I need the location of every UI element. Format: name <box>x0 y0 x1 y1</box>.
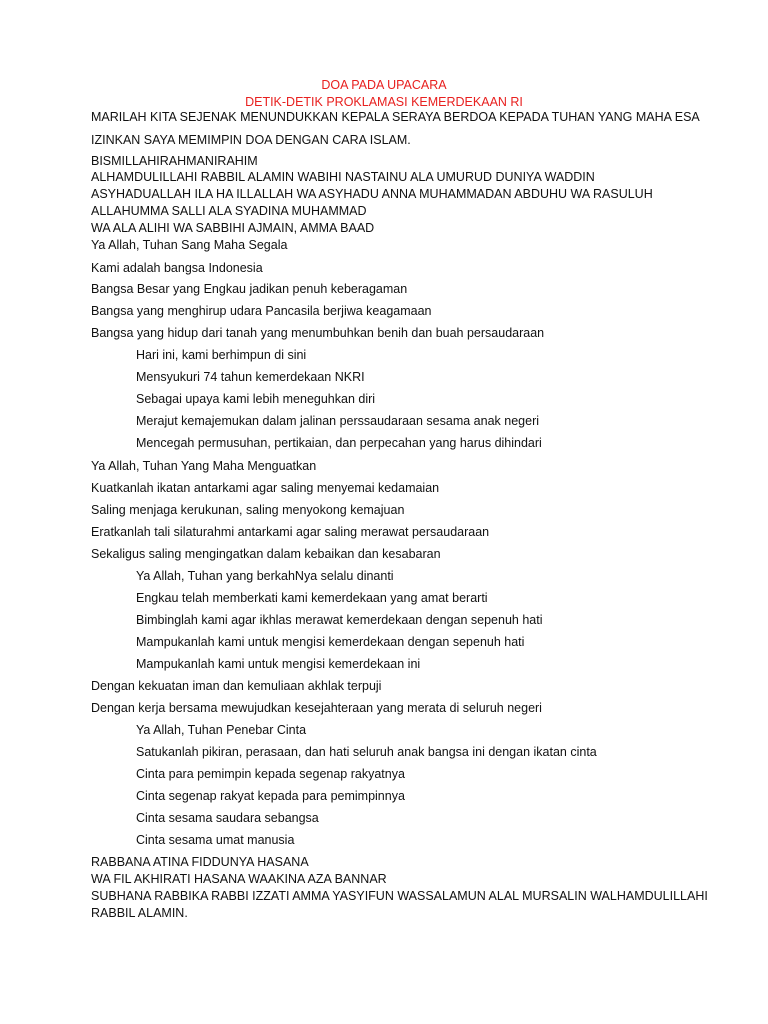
text-line: RABBIL ALAMIN. <box>91 906 188 920</box>
text-line: Ya Allah, Tuhan Sang Maha Segala <box>91 238 288 252</box>
text-line: WA ALA ALIHI WA SABBIHI AJMAIN, AMMA BAAD <box>91 221 375 235</box>
text-line: ASYHADUALLAH ILA HA ILLALLAH WA ASYHADU ANNA MUHAMMADAN ABDUHU WA RASULUH <box>91 187 653 201</box>
text-line: Merajut kemajemukan dalam jalinan perssaudaraan sesama anak negeri <box>136 414 540 428</box>
text-line: Sekaligus saling mengingatkan dalam kebaikan dan kesabaran <box>91 547 441 561</box>
text-line: Dengan kerja bersama mewujudkan kesejahteraan yang merata di seluruh negeri <box>91 701 542 715</box>
text-line: Cinta para pemimpin kepada segenap rakyatnya <box>136 767 405 781</box>
text-line: Kuatkanlah ikatan antarkami agar saling menyemai kedamaian <box>91 481 440 495</box>
text-line: Eratkanlah tali silaturahmi antarkami agar saling merawat persaudaraan <box>91 525 490 539</box>
text-line: Mampukanlah kami untuk mengisi kemerdekaan ini <box>136 657 421 671</box>
text-line: Satukanlah pikiran, perasaan, dan hati seluruh anak bangsa ini dengan ikatan cinta <box>136 745 597 759</box>
text-line: Mensyukuri 74 tahun kemerdekaan NKRI <box>136 370 365 384</box>
text-line: Mencegah permusuhan, pertikaian, dan perpecahan yang harus dihindari <box>136 436 542 450</box>
document-subtitle: DETIK-DETIK PROKLAMASI KEMERDEKAAN RI <box>245 95 523 109</box>
text-line: Cinta sesama saudara sebangsa <box>136 811 319 825</box>
text-line: Bimbinglah kami agar ikhlas merawat kemerdekaan dengan sepenuh hati <box>136 613 543 627</box>
text-line: Cinta sesama umat manusia <box>136 833 295 847</box>
text-line: ALHAMDULILLAHI RABBIL ALAMIN WABIHI NASTAINU ALA UMURUD DUNIYA WADDIN <box>91 170 595 184</box>
text-line: IZINKAN SAYA MEMIMPIN DOA DENGAN CARA ISLAM. <box>91 133 411 147</box>
text-line: SUBHANA RABBIKA RABBI IZZATI AMMA YASYIFUN WASSALAMUN ALAL MURSALIN WALHAMDULILLAHI <box>91 889 708 903</box>
text-line: Mampukanlah kami untuk mengisi kemerdekaan dengan sepenuh hati <box>136 635 525 649</box>
text-line: Cinta segenap rakyat kepada para pemimpinnya <box>136 789 405 803</box>
text-line: RABBANA ATINA FIDDUNYA HASANA <box>91 855 309 869</box>
text-line: Engkau telah memberkati kami kemerdekaan yang amat berarti <box>136 591 488 605</box>
text-line: Bangsa yang menghirup udara Pancasila berjiwa keagamaan <box>91 304 432 318</box>
text-line: WA FIL AKHIRATI HASANA WAAKINA AZA BANNAR <box>91 872 387 886</box>
text-line: BISMILLAHIRAHMANIRAHIM <box>91 154 258 168</box>
text-line: Ya Allah, Tuhan Penebar Cinta <box>136 723 307 737</box>
text-line: Hari ini, kami berhimpun di sini <box>136 348 307 362</box>
text-line: Sebagai upaya kami lebih meneguhkan diri <box>136 392 376 406</box>
text-line: ALLAHUMMA SALLI ALA SYADINA MUHAMMAD <box>91 204 367 218</box>
text-line: Kami adalah bangsa Indonesia <box>91 261 263 275</box>
text-line: Ya Allah, Tuhan Yang Maha Menguatkan <box>91 459 317 473</box>
text-line: Bangsa Besar yang Engkau jadikan penuh keberagaman <box>91 282 408 296</box>
text-line: Bangsa yang hidup dari tanah yang menumbuhkan benih dan buah persaudaraan <box>91 326 545 340</box>
text-line: Ya Allah, Tuhan yang berkahNya selalu dinanti <box>136 569 394 583</box>
text-line: MARILAH KITA SEJENAK MENUNDUKKAN KEPALA SERAYA BERDOA KEPADA TUHAN YANG MAHA ESA <box>91 110 700 124</box>
text-line: Dengan kekuatan iman dan kemuliaan akhlak terpuji <box>91 679 382 693</box>
text-line: Saling menjaga kerukunan, saling menyokong kemajuan <box>91 503 405 517</box>
document-title: DOA PADA UPACARA <box>321 78 447 92</box>
